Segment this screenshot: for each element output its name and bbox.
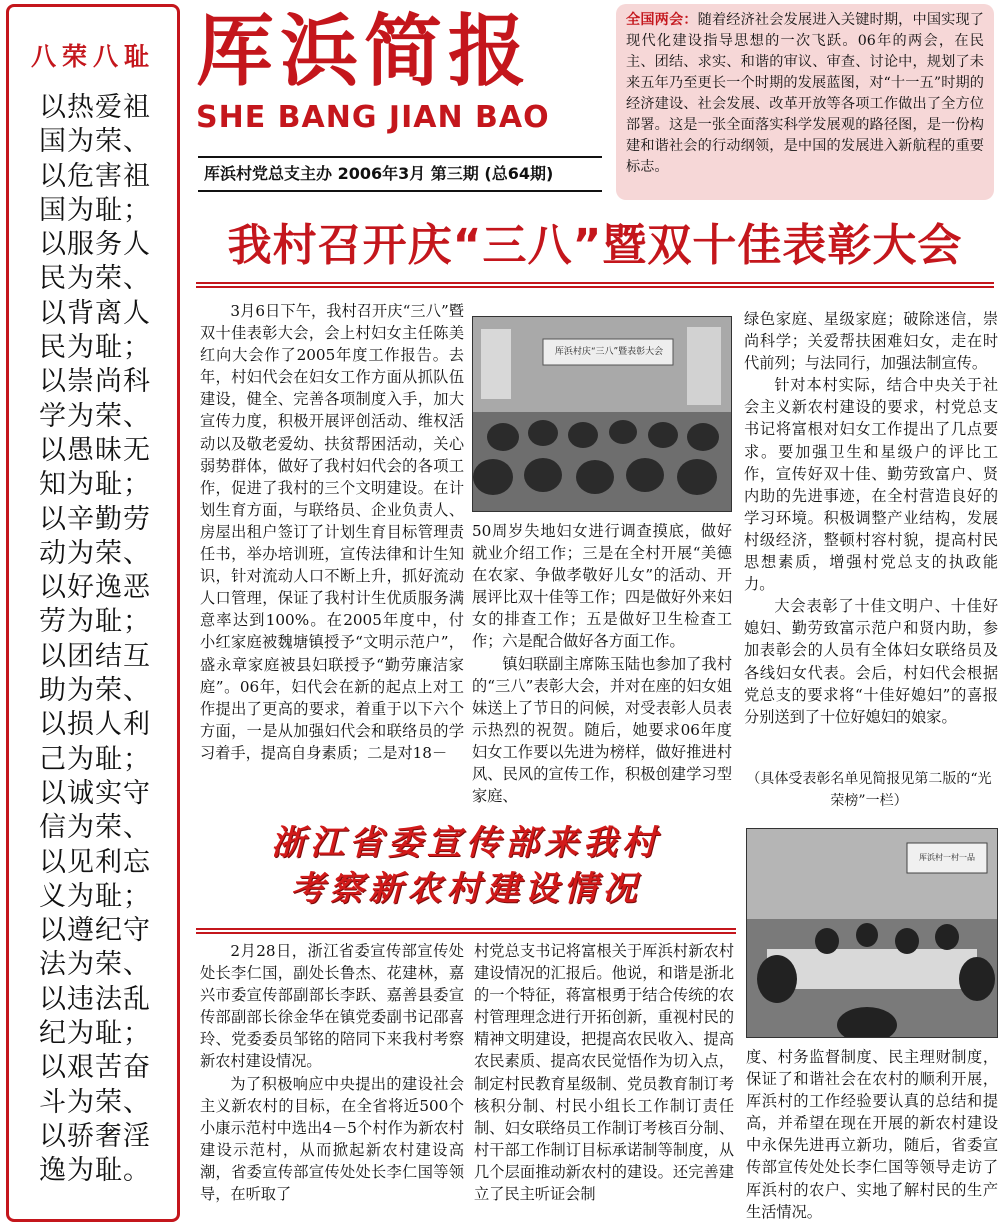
eight-honors-line: 国为荣、 xyxy=(39,126,151,158)
eight-honors-line: 以遵纪守 xyxy=(39,915,151,947)
eight-honors-line: 动为荣、 xyxy=(39,537,151,569)
article2-paragraph: 村党总支书记将富根关于厍浜村新农村建设情况的汇报后。他说，和谐是浙北的一个特征，蒋富根勇于结合传统的农村管理理念进行开拓创新，重视村民的精神文明建设，把提高农民收入、提高农民素质、提高农民觉悟作为切入点，制定村民教育星级制、党员教育制订考核积分制、村民小组长工作制订责任制、妇女联络员工作制订考核百分制、村干部工作制订目标承诺制等制度，从几个层面推动新农村的建设。还完善建立了民主听证会制 xyxy=(474,942,734,1204)
eight-honors-line: 劳为耻； xyxy=(39,606,151,638)
eight-honors-line: 民为荣、 xyxy=(39,263,151,295)
eight-honors-line: 纪为耻； xyxy=(39,1018,151,1050)
headline-womens-day-text: 我村召开庆“三八”暨双十佳表彰大会 xyxy=(227,220,963,271)
eight-honors-line: 国为耻； xyxy=(39,194,151,226)
article1-paragraph: 50周岁失地妇女进行调查摸底，做好就业介绍工作；三是在全村开展“美德在农家、争做孝敬好儿女”的活动、开展评比双十佳等工作；四是做好外来妇女的排查工作；五是做好卫生检查工作；六是配合做好各方面工作。 xyxy=(472,522,732,651)
eight-honors-line: 以崇尚科 xyxy=(39,366,151,398)
headline-rule xyxy=(196,282,994,288)
newspaper-pinyin: SHE BANG JIAN BAO xyxy=(196,100,550,135)
eight-honors-line: 信为荣、 xyxy=(39,812,151,844)
article2-col2 xyxy=(474,940,734,1226)
eight-honors-line: 以热爱祖 xyxy=(39,92,151,123)
article2-paragraph: 2月28日，浙江省委宣传部宣传处处长李仁国，副处长鲁杰、花建林，嘉兴市委宣传部副部长李跃、嘉善县委宣传部副部长徐金华在镇党委副书记邵喜玲、党委委员邹铭的陪同下来我村考察新农村建设情况。 xyxy=(200,942,464,1071)
article2-col3 xyxy=(746,1046,998,1226)
issue-line: 厍浜村党总支主办 2006年3月 第三期 (总64期) xyxy=(198,156,602,192)
meeting-photo xyxy=(472,316,732,512)
eight-honors-line: 知为耻； xyxy=(39,469,151,501)
eight-honors-line: 以损人利 xyxy=(39,709,151,741)
article2-col1 xyxy=(200,940,464,1226)
newspaper-title: 厍浜简报 xyxy=(196,6,533,97)
article2-paragraph: 为了积极响应中央提出的建设社会主义新农村的目标，在全省将近500个小康示范村中选出4－5个村作为新农村建设示范村，从而掀起新农村建设高潮，省委宣传部宣传处处长李仁国等领导，在听取了 xyxy=(200,1074,464,1204)
eight-honors-line: 以服务人 xyxy=(39,229,151,261)
masthead xyxy=(196,6,604,196)
headline-inspection-line1: 浙江省委宣传部来我村 xyxy=(271,823,661,863)
headline-inspection xyxy=(196,820,736,940)
news-box xyxy=(616,4,994,200)
eight-honors-lines xyxy=(39,91,167,1189)
eight-honors-line: 学为荣、 xyxy=(39,400,151,432)
eight-honors-line: 以团结互 xyxy=(39,640,151,672)
article1-col2 xyxy=(472,520,732,810)
news-box-label: 全国两会： xyxy=(626,12,698,28)
article1-col3 xyxy=(744,308,998,758)
headline-womens-day xyxy=(196,214,994,294)
eight-honors-line: 逸为耻。 xyxy=(39,1155,151,1187)
eight-honors-line: 以愚昧无 xyxy=(39,434,151,466)
headline-inspection-line2: 考察新农村建设情况 xyxy=(290,869,642,909)
eight-honors-line: 以违法乱 xyxy=(39,983,151,1015)
eight-honors-title: 八荣八耻 xyxy=(30,42,155,71)
eight-honors-line: 斗为荣、 xyxy=(39,1086,151,1118)
meeting-photo-banner: 厍浜村庆“三八”暨表彰大会 xyxy=(554,347,664,357)
eight-honors-line: 以艰苦奋 xyxy=(39,1052,151,1084)
eight-honors-line: 以见利忘 xyxy=(39,846,151,878)
eight-honors-line: 以好逸恶 xyxy=(39,572,151,604)
eight-honors-line: 法为荣、 xyxy=(39,949,151,981)
article1-col1 xyxy=(200,300,464,810)
eight-honors-panel xyxy=(6,4,180,1222)
article1-paragraph: 3月6日下午，我村召开庆“三八”暨双十佳表彰大会，会上村妇女主任陈美红向大会作了2005年度工作报告。去年，村妇代会在妇女工作方面从抓队伍建设，健全、完善各项制度入手，加大宣传力度，积极开展评创活动、维权活动以及敬老爱幼、扶贫帮困活动，关心弱势群体，做好了我村妇代会的各项工作，促进了我村的三个文明建设。在计划生育方面，与联络员、企业负责人、房屋出租户签订了计划生育目标管理责任书，举办培训班，宣传法律和计生知识，针对流动人口不断上升，抓好流动人口管理，保证了我村计生优质服务满意率达到100%。在2005年度中，付小红家庭被魏塘镇授予“文明示范户”，盛永章家庭被县妇联授予“勤劳廉洁家庭”。06年，妇代会在新的起点上对工作提出了更高的要求，着重于以下六个方面，一是从加强妇代会和联络员的学习着手，提高自身素质；二是对18－ xyxy=(200,302,464,762)
eight-honors-line: 以骄奢淫 xyxy=(39,1120,151,1152)
eight-honors-line: 己为耻； xyxy=(39,743,151,775)
inspection-photo-banner: 厍浜村一村一品 xyxy=(919,853,975,862)
article1-paragraph: 大会表彰了十佳文明户、十佳好媳妇、勤劳致富示范户和贤内助，参加表彰会的人员有全体妇女联络员及各线妇女代表。会后，村妇代会根据党总支的要求将“十佳好媳妇”的喜报分别送到了十位好媳妇的娘家。 xyxy=(744,597,998,726)
honor-list-note: （具体受表彰名单见简报见第二版的“光荣榜”一栏） xyxy=(746,771,992,809)
eight-honors-line: 以背离人 xyxy=(39,297,151,329)
article2-paragraph: 度、村务监督制度、民主理财制度，保证了和谐社会在农村的顺利开展，厍浜村的工作经验要认真的总结和提高，并希望在现在开展的新农村建设中永保先进再立新功，随后，省委宣传部宣传处处长李仁国等领导走访了厍浜村的农户、实地了解村民的生产生活情况。 xyxy=(746,1048,998,1221)
eight-honors-line: 助为荣、 xyxy=(39,675,151,707)
article1-paragraph: 绿色家庭、星级家庭；破除迷信，崇尚科学；关爱帮扶困难妇女，走在时代前列；与法同行，加强法制宣传。 xyxy=(744,310,998,373)
eight-honors-line: 义为耻； xyxy=(39,880,151,912)
eight-honors-line: 以诚实守 xyxy=(39,777,151,809)
article1-paragraph: 针对本村实际，结合中央关于社会主义新农村建设的要求，村党总支书记将富根对妇女工作提出了几点要求。要加强卫生和星级户的评比工作，宣传好双十佳、勤劳致富户、贤内助的先进事迹，在全村营造良好的学习环境。积极调整产业结构，发展村级经济，整顿村容村貌，提高村民思想素质，增强村党总支的执政能力。 xyxy=(744,376,998,594)
eight-honors-line: 以辛勤劳 xyxy=(39,503,151,535)
inspection-photo xyxy=(746,828,998,1038)
article1-paragraph: 镇妇联副主席陈玉陆也参加了我村的“三八”表彰大会，并对在座的妇女姐妹送上了节日的问候，对受表彰人员表示热烈的祝贺。随后，她要求06年度妇女工作要以先进为榜样，做好推进村风、民风的宣传工作，积极创建学习型家庭、 xyxy=(472,654,732,806)
eight-honors-line: 以危害祖 xyxy=(39,160,151,192)
headline-rule xyxy=(196,928,736,934)
news-box-text: 随着经济社会发展进入关键时期，中国实现了现代化建设指导思想的一次飞跃。06年的两会，在民主、团结、求实、和谐的审议、审查、讨论中，规划了未来五年乃至更长一个时期的发展蓝图，对“十一五”时期的经济建设、社会发展、改革开放等各项工作做出了全方位部署。这是一张全面落实科学发展观的路径图，是一份构建和谐社会的行动纲领，是中国的发展进入新航程的重要标志。 xyxy=(626,12,984,175)
eight-honors-line: 民为耻； xyxy=(39,332,151,364)
